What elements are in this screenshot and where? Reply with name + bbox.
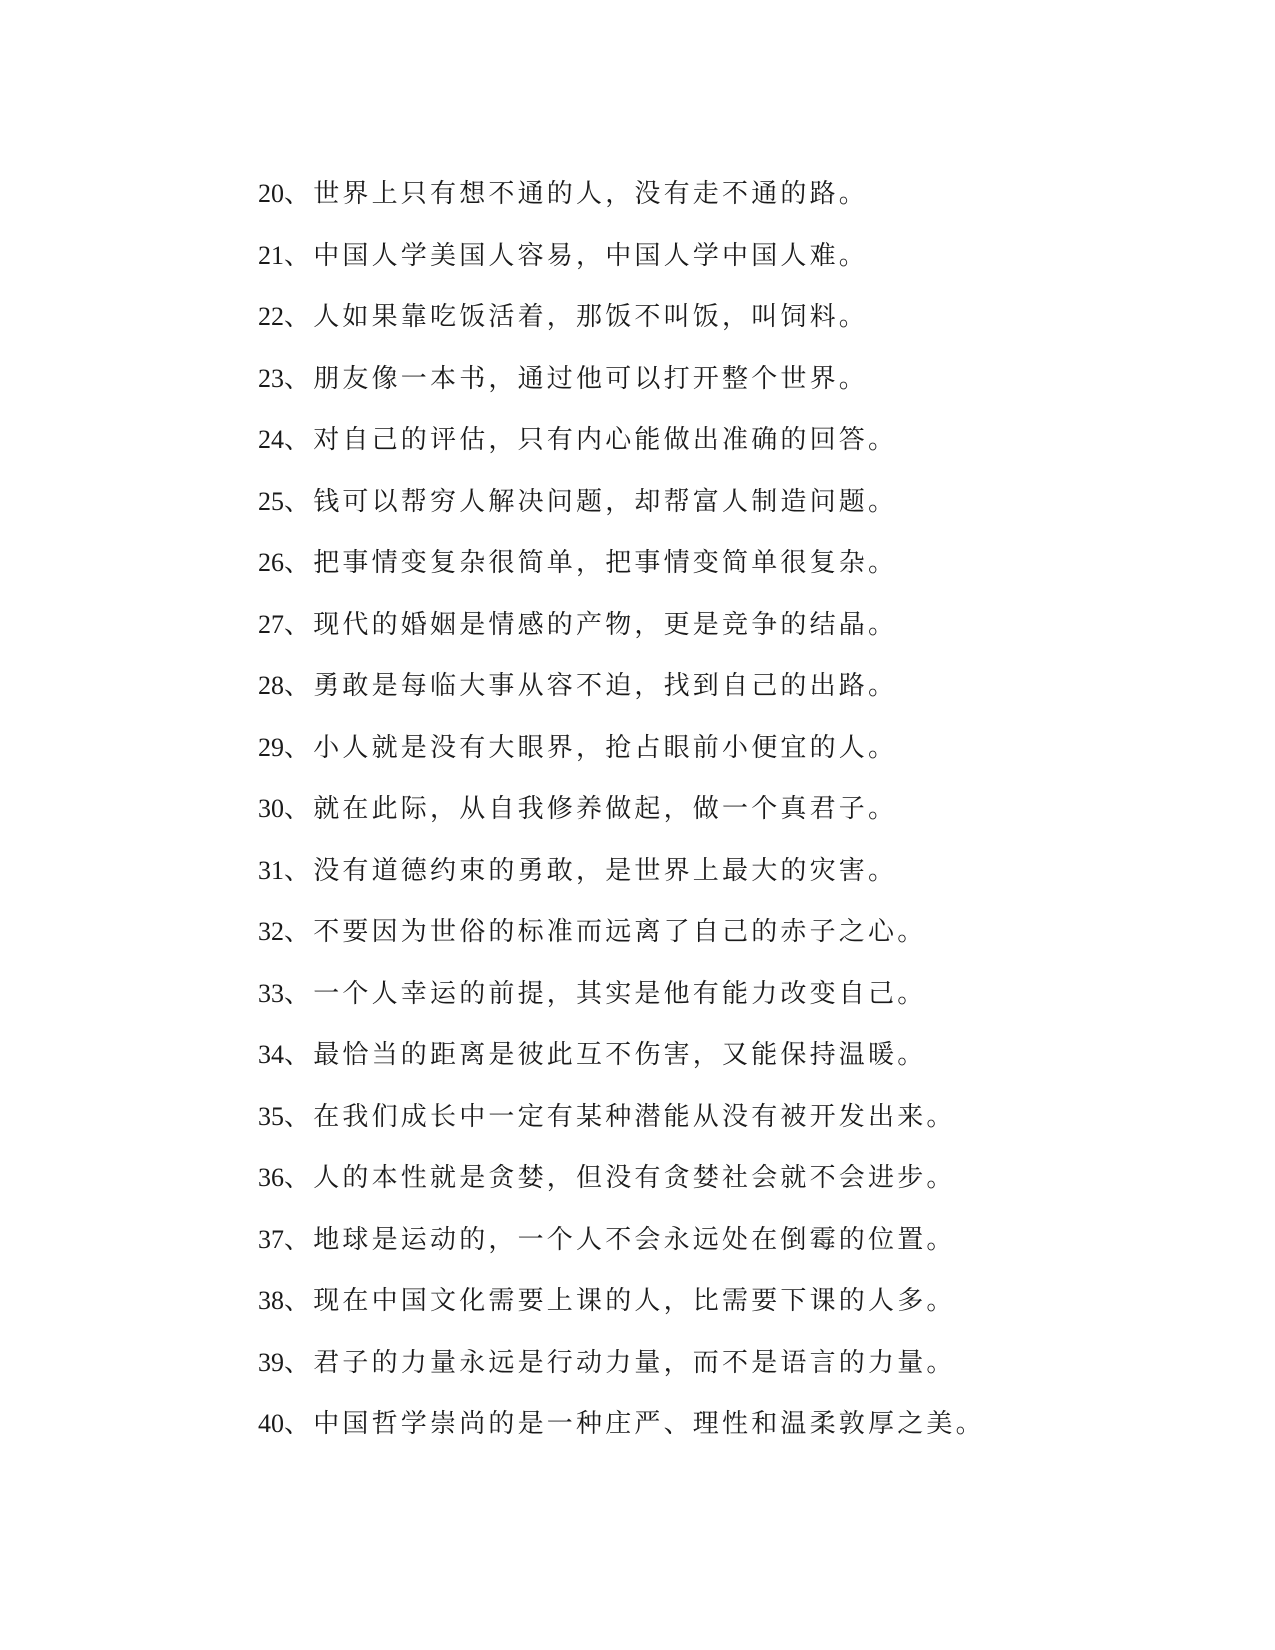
quote-number: 35	[258, 1101, 284, 1131]
quote-line	[258, 409, 985, 471]
quote-number: 29	[258, 732, 284, 762]
quote-line	[258, 163, 985, 225]
quote-number: 39	[258, 1347, 284, 1377]
quote-text: 、现代的婚姻是情感的产物，更是竞争的结晶。	[284, 609, 898, 639]
quote-text: 、人如果靠吃饭活着，那饭不叫饭，叫饲料。	[284, 302, 869, 331]
quote-line	[258, 840, 985, 902]
quote-text: 、勇敢是每临大事从容不迫，找到自己的出路。	[284, 671, 898, 700]
quote-text: 、钱可以帮穷人解决问题，却帮富人制造问题。	[284, 486, 898, 516]
quote-text: 、世界上只有想不通的人，没有走不通的路。	[284, 179, 869, 208]
quote-line	[258, 963, 985, 1025]
quote-number: 22	[258, 302, 284, 331]
quote-number: 23	[258, 363, 284, 393]
quote-line	[258, 717, 985, 779]
quote-text: 、对自己的评估，只有内心能做出准确的回答。	[284, 425, 898, 454]
quote-number: 36	[258, 1163, 284, 1192]
quote-text: 、不要因为世俗的标准而远离了自己的赤子之心。	[284, 917, 927, 946]
quote-text: 、现在中国文化需要上课的人，比需要下课的人多。	[284, 1286, 956, 1315]
quote-number: 27	[258, 609, 284, 639]
quote-number: 33	[258, 978, 284, 1008]
quote-number: 21	[258, 240, 284, 270]
quote-number: 31	[258, 855, 284, 885]
quote-text: 、一个人幸运的前提，其实是他有能力改变自己。	[284, 978, 927, 1008]
quote-text: 、中国哲学崇尚的是一种庄严、理性和温柔敦厚之美。	[284, 1409, 985, 1438]
quote-line	[258, 1270, 985, 1332]
quote-number: 38	[258, 1286, 284, 1315]
quote-number: 26	[258, 548, 284, 577]
quote-line	[258, 225, 985, 287]
quote-line	[258, 286, 985, 348]
quote-number: 30	[258, 794, 284, 823]
quote-text: 、人的本性就是贪婪，但没有贪婪社会就不会进步。	[284, 1163, 956, 1192]
quote-list	[258, 163, 985, 1455]
quote-text: 、小人就是没有大眼界，抢占眼前小便宜的人。	[284, 732, 898, 762]
quote-text: 、就在此际，从自我修养做起，做一个真君子。	[284, 794, 898, 823]
quote-text: 、中国人学美国人容易，中国人学中国人难。	[284, 240, 869, 270]
quote-number: 25	[258, 486, 284, 516]
quote-line	[258, 1209, 985, 1271]
quote-line	[258, 778, 985, 840]
quote-text: 、地球是运动的，一个人不会永远处在倒霉的位置。	[284, 1224, 956, 1254]
quote-line	[258, 1393, 985, 1455]
quote-line	[258, 594, 985, 656]
quote-number: 37	[258, 1224, 284, 1254]
quote-line	[258, 1332, 985, 1394]
quote-line	[258, 1086, 985, 1148]
quote-line	[258, 655, 985, 717]
quote-text: 、君子的力量永远是行动力量，而不是语言的力量。	[284, 1347, 956, 1377]
quote-text: 、在我们成长中一定有某种潜能从没有被开发出来。	[284, 1101, 956, 1131]
quote-line	[258, 532, 985, 594]
quote-number: 24	[258, 425, 284, 454]
quote-line	[258, 471, 985, 533]
quote-number: 28	[258, 671, 284, 700]
quote-text: 、最恰当的距离是彼此互不伤害，又能保持温暖。	[284, 1040, 927, 1069]
quote-line	[258, 348, 985, 410]
quote-number: 20	[258, 179, 284, 208]
quote-text: 、没有道德约束的勇敢，是世界上最大的灾害。	[284, 855, 898, 885]
quote-line	[258, 1024, 985, 1086]
quote-text: 、把事情变复杂很简单，把事情变简单很复杂。	[284, 548, 898, 577]
quote-number: 32	[258, 917, 284, 946]
quote-number: 40	[258, 1409, 284, 1438]
quote-number: 34	[258, 1040, 284, 1069]
quote-text: 、朋友像一本书，通过他可以打开整个世界。	[284, 363, 869, 393]
quote-line	[258, 1147, 985, 1209]
quote-line	[258, 901, 985, 963]
